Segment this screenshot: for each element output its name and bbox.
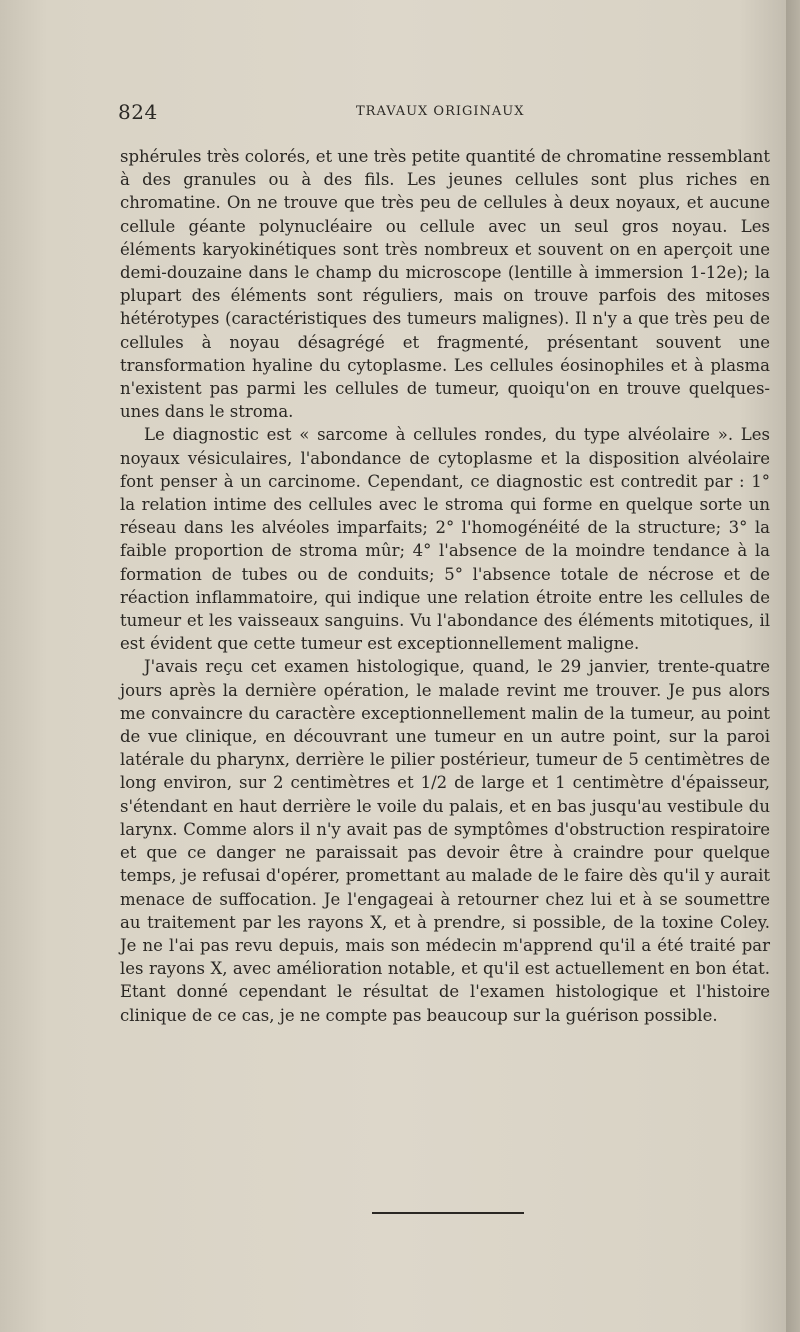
paragraph-continuation: sphérules très colorés, et une très petite quantité de chromatine ressemblant à des granules ou à des fils. Les jeunes cellules sont plus riches en chromatine. On ne trouve que très peu de cellules à deux noyaux, et aucune cellule géante polynucléaire ou cellule avec un seul gros noyau. Les éléments karyokinétiques sont très nombreux et souvent on en aperçoit une demi-douzaine dans le champ du microscope (lentille à immersion 1-12e); la plupart des éléments sont réguliers, mais on trouve parfois des mitoses hétérotypes (caractéristiques des tumeurs malignes). Il n'y a que très peu de cellules à noyau désagrégé et fragmenté, présentant souvent une transformation hyaline du cytoplasme. Les cellules éosinophiles et à plasma n'existent pas parmi les cellules de tumeur, quoiqu'on en trouve quelques-unes dans le stroma.: [120, 147, 770, 422]
section-end-rule: [372, 1212, 524, 1214]
page-header: [118, 100, 778, 130]
page-number: 824: [118, 100, 158, 124]
page-edge: [786, 0, 800, 1332]
body-text: [120, 145, 770, 1027]
paragraph-diagnosis: Le diagnostic est « sarcome à cellules rondes, du type alvéolaire ». Les noyaux vésiculaires, l'abondance de cytoplasme et la disposition alvéolaire font penser à un carcinome. Cependant, ce diagnostic est contredit par : 1° la relation intime des cellules avec le stroma qui forme en quelque sorte un réseau dans les alvéoles imparfaits; 2° l'homogénéité de la structure; 3° la faible proportion de stroma mûr; 4° l'absence de la moindre tendance à la formation de tubes ou de conduits; 5° l'absence totale de nécrose et de réaction inflammatoire, qui indique une relation étroite entre les cellules de tumeur et les vaisseaux sanguins. Vu l'abondance des éléments mitotiques, il est évident que cette tumeur est exceptionnellement maligne.: [120, 425, 770, 654]
paragraph-clinical-history: J'avais reçu cet examen histologique, quand, le 29 janvier, trente-quatre jours après la dernière opération, le malade revint me trouver. Je pus alors me convaincre du caractère exceptionnellement malin de la tumeur, au point de vue clinique, en découvrant une tumeur en un autre point, sur la paroi latérale du pharynx, derrière le pilier postérieur, tumeur de 5 centimètres de long environ, sur 2 centimètres et 1/2 de large et 1 centimètre d'épaisseur, s'étendant en haut derrière le voile du palais, et en bas jusqu'au vestibule du larynx. Comme alors il n'y avait pas de symptômes d'obstruction respiratoire et que ce danger ne paraissait pas devoir être à craindre pour quelque temps, je refusai d'opérer, promettant au malade de le faire dès qu'il y aurait menace de suffocation. Je l'engageai à retourner chez lui et à se soumettre au traitement par les rayons X, et à prendre, si possible, de la toxine Coley. Je ne l'ai pas revu depuis, mais son médecin m'apprend qu'il a été traité par les rayons X, avec amélioration notable, et qu'il est actuellement en bon état. Etant donné cependant le résultat de l'examen histologique et l'histoire clinique de ce cas, je ne compte pas beaucoup sur la guérison possible.: [120, 657, 770, 1025]
running-title: TRAVAUX ORIGINAUX: [356, 104, 525, 119]
